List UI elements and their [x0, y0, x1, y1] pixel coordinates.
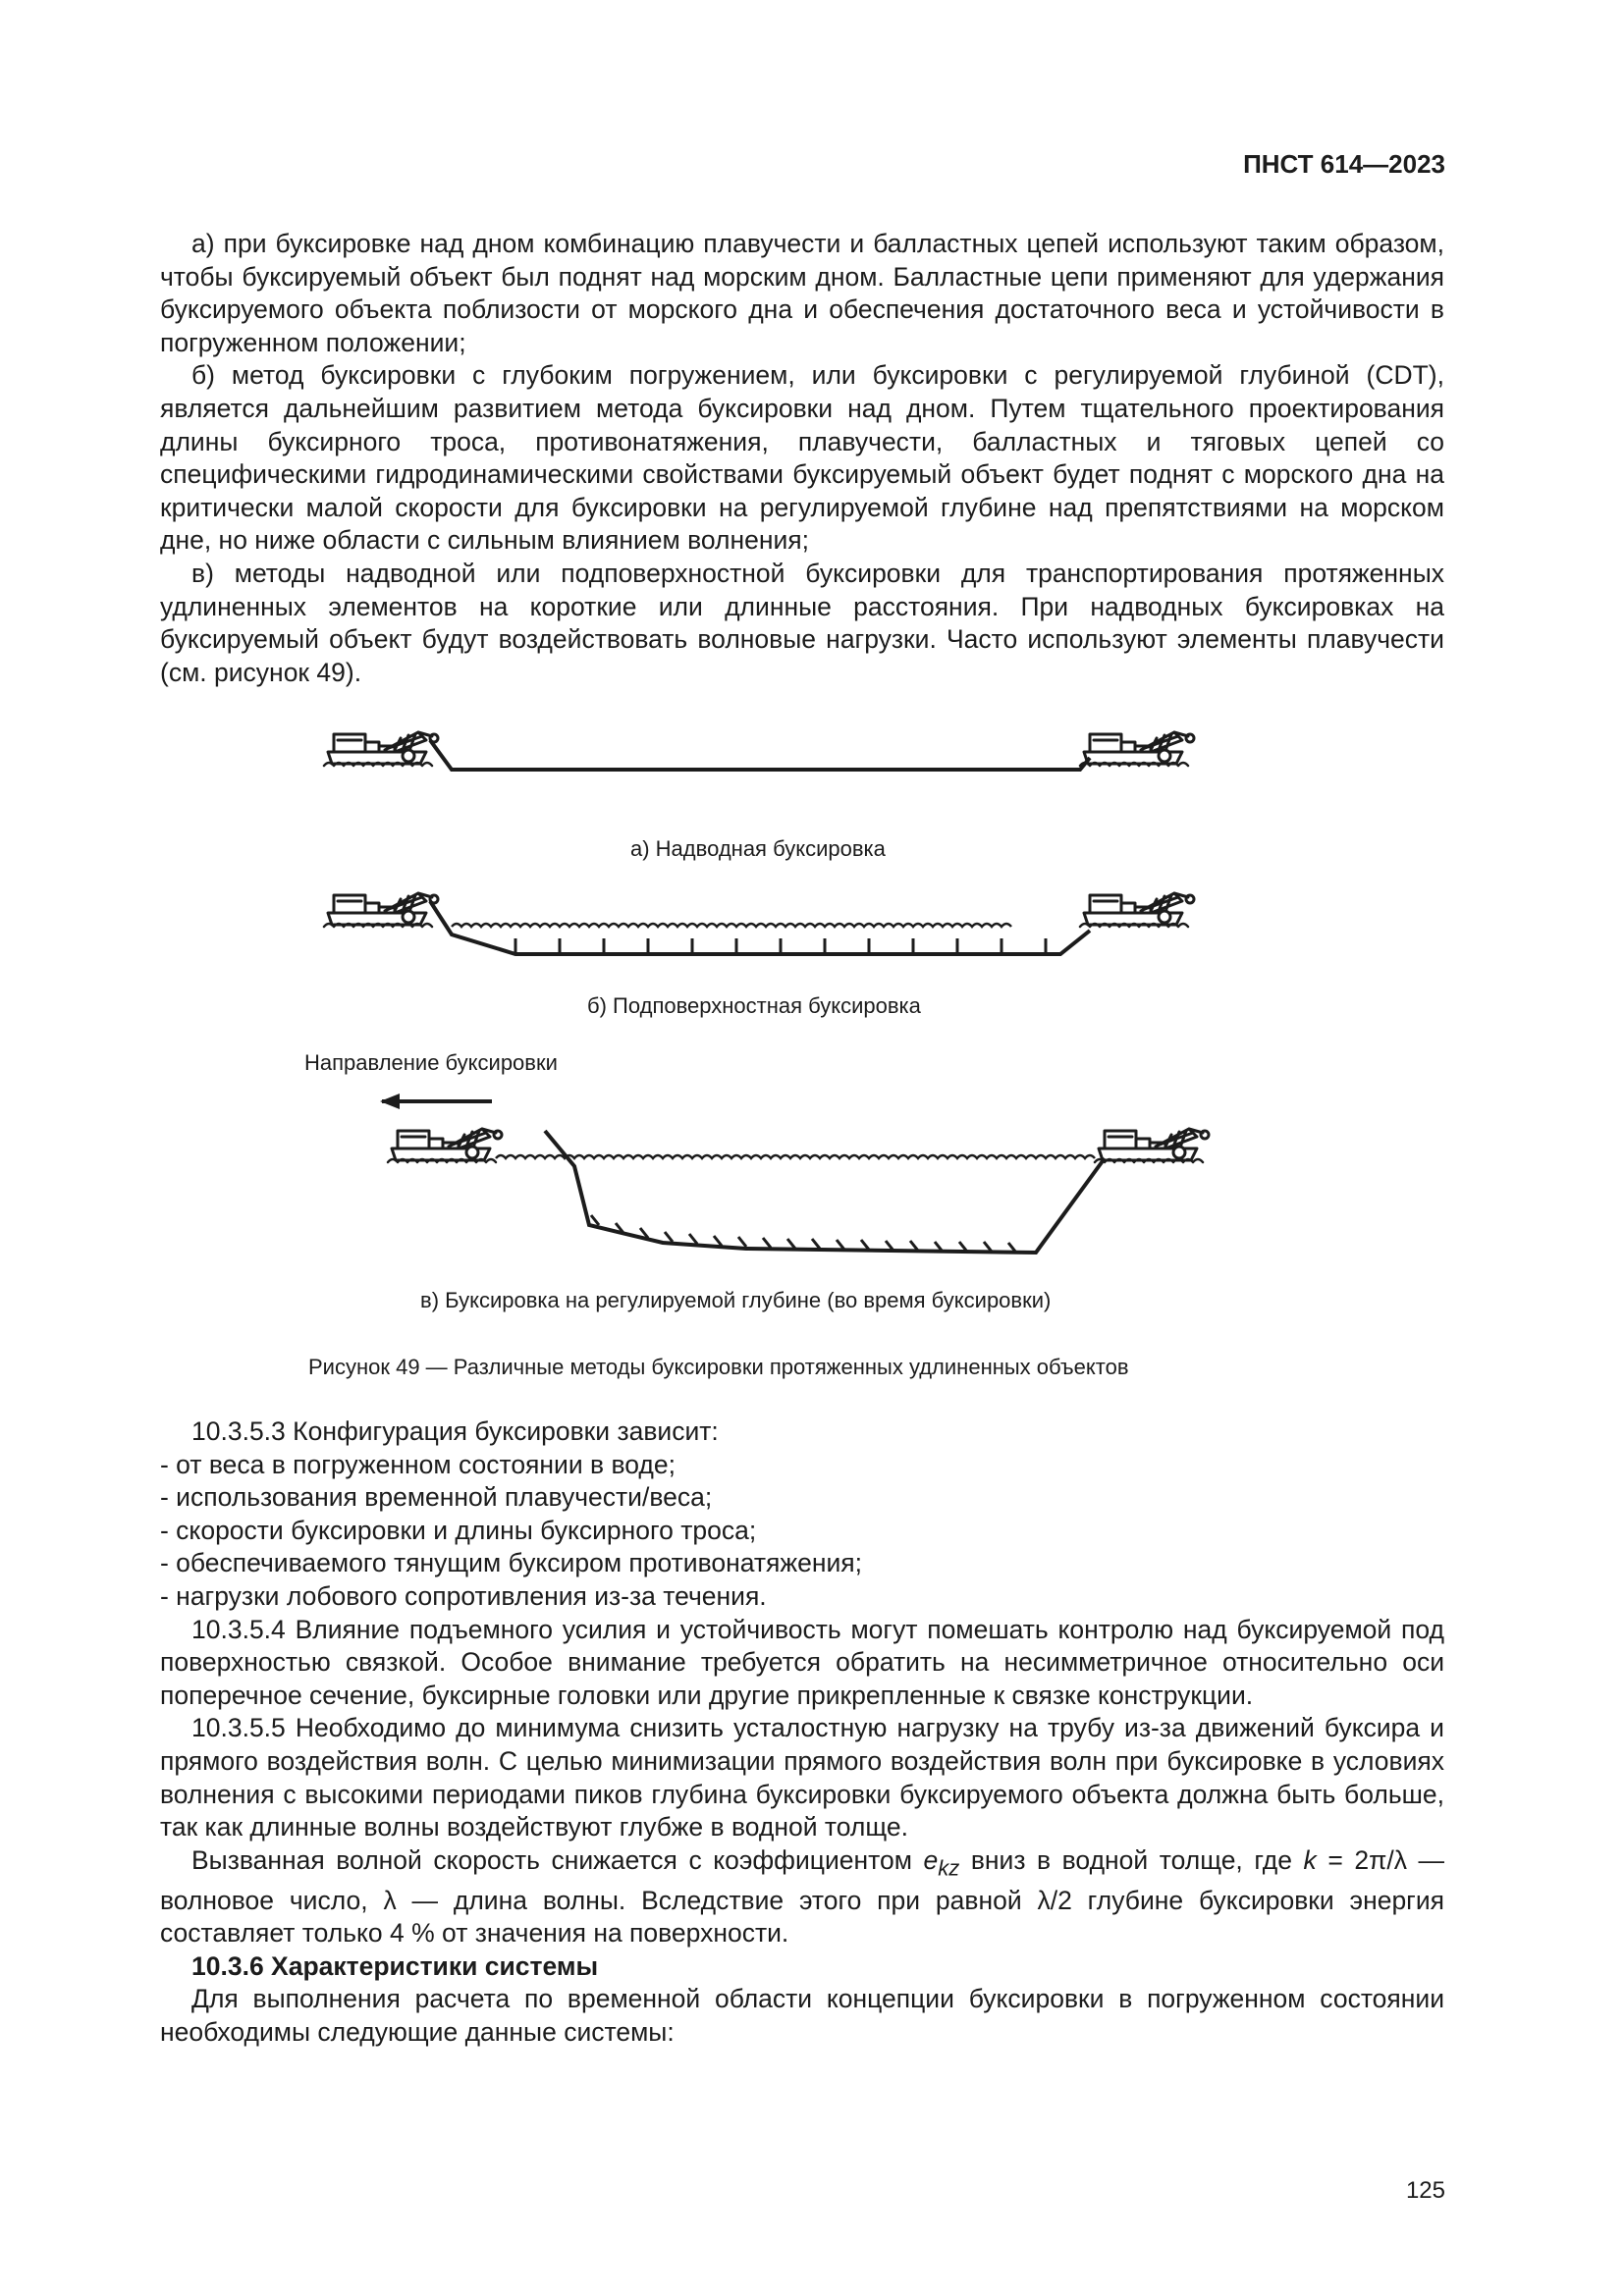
subsurface-string	[430, 901, 1090, 954]
figure-b-subsurface-tow	[304, 883, 1247, 962]
paragraph-wave-velocity: Вызванная волной скорость снижается с коэффициентом $e_{kz}$ вниз в водной толще, где k = 2π/λ — волновое число, λ — длина волны. Вследствие этого при равной λ/2 глубине буксировки энергия составляет только 4 % от значения на поверхности.	[160, 1844, 1444, 1949]
paragraph-10355: 10.3.5.5 Необходимо до минимума снизить усталостную нагрузку на трубу из-за движений буксира и прямого воздействия волн. С целью минимизации прямого воздействия волн при буксировке в условиях волнения с высокими периодами пиков глубина буксировки буксируемого объекта должна быть больше, так как длинные волны воздействуют глубже в водной толще.	[160, 1713, 1444, 1842]
paragraph-a: а) при буксировке над дном комбинацию плавучести и балластных цепей используют таким образом, чтобы буксируемый объект был поднят над морским дном. Балластные цепи применяют для удержания буксируемого объекта поблизости от морского дна и обеспечения достаточного веса и устойчивости в погруженном положении;	[160, 229, 1444, 357]
tail-tug-icon	[1080, 893, 1194, 927]
paragraph-1036: Для выполнения расчета по временной области концепции буксировки в погруженном состоянии необходимы следующие данные системы:	[160, 1984, 1444, 2047]
figure-c-controlled-depth-tow	[378, 1119, 1262, 1266]
paragraph-v: в) методы надводной или подповерхностной буксировки для транспортирования протяженных удлиненных элементов на короткие или длинные расстояния. При надводных буксировках на буксируемый объект будут воздействовать волновые нагрузки. Часто используют элементы плавучести (см. рисунок 49).	[160, 558, 1444, 687]
caption-a: а) Надводная буксировка	[630, 836, 886, 861]
figure-a-surface-tow	[304, 719, 1247, 787]
intro-text-block	[160, 228, 1444, 689]
tail-tug-icon	[1095, 1129, 1209, 1162]
caption-c: в) Буксировка на регулируемой глубине (во время буксировки)	[420, 1288, 1052, 1312]
direction-label: Направление буксировки	[304, 1050, 558, 1075]
figure-title: Рисунок 49 — Различные методы буксировки протяженных удлиненных объектов	[308, 1355, 1129, 1379]
lead-tug-icon	[324, 732, 438, 766]
list-item: - от веса в погруженном состоянии в воде;	[160, 1449, 676, 1479]
surface-tow-line	[430, 740, 1090, 770]
lead-tug-icon	[388, 1129, 502, 1162]
caption-b: б) Подповерхностная буксировка	[587, 993, 921, 1018]
paragraph-b: б) метод буксировки с глубоким погружением, или буксировки с регулируемой глубиной (CDT), является дальнейшим развитием метода буксировки над дном. Путем тщательного проектирования длины буксирного троса, противонатяжения, плавучести, балластных и тяговых цепей со специфическими гидродинамическими свойствами буксируемый объект будет поднят с морского дна на критически малой скорости для буксировки на регулируемой глубине над препятствиями на морском дне, но ниже области с сильным влиянием волнения;	[160, 360, 1444, 556]
tail-tug-icon	[1080, 732, 1194, 766]
lead-tug-icon	[324, 893, 438, 927]
list-item: - нагрузки лобового сопротивления из-за течения.	[160, 1580, 767, 1611]
section-10355-3-intro: 10.3.5.3 Конфигурация буксировки зависит:	[191, 1416, 719, 1446]
document-header: ПНСТ 614—2023	[1243, 149, 1445, 179]
page-number: 125	[1405, 2177, 1445, 2204]
list-item: - скорости буксировки и длины буксирного троса;	[160, 1515, 757, 1545]
body-text-block	[160, 1415, 1444, 2050]
direction-arrow-icon	[378, 1090, 496, 1113]
list-item: - обеспечиваемого тянущим буксиром противонатяжения;	[160, 1548, 863, 1578]
list-item: - использования временной плавучести/веса;	[160, 1482, 713, 1513]
controlled-depth-string	[496, 1131, 1105, 1253]
paragraph-10354: 10.3.5.4 Влияние подъемного усилия и устойчивость могут помешать контролю над буксируемой под поверхностью связкой. Особое внимание требуется обратить на несимметричное относительно оси поперечное сечение, буксирные головки или другие прикрепленные к связке конструкции.	[160, 1614, 1444, 1710]
heading-1036: 10.3.6 Характеристики системы	[191, 1950, 599, 1981]
